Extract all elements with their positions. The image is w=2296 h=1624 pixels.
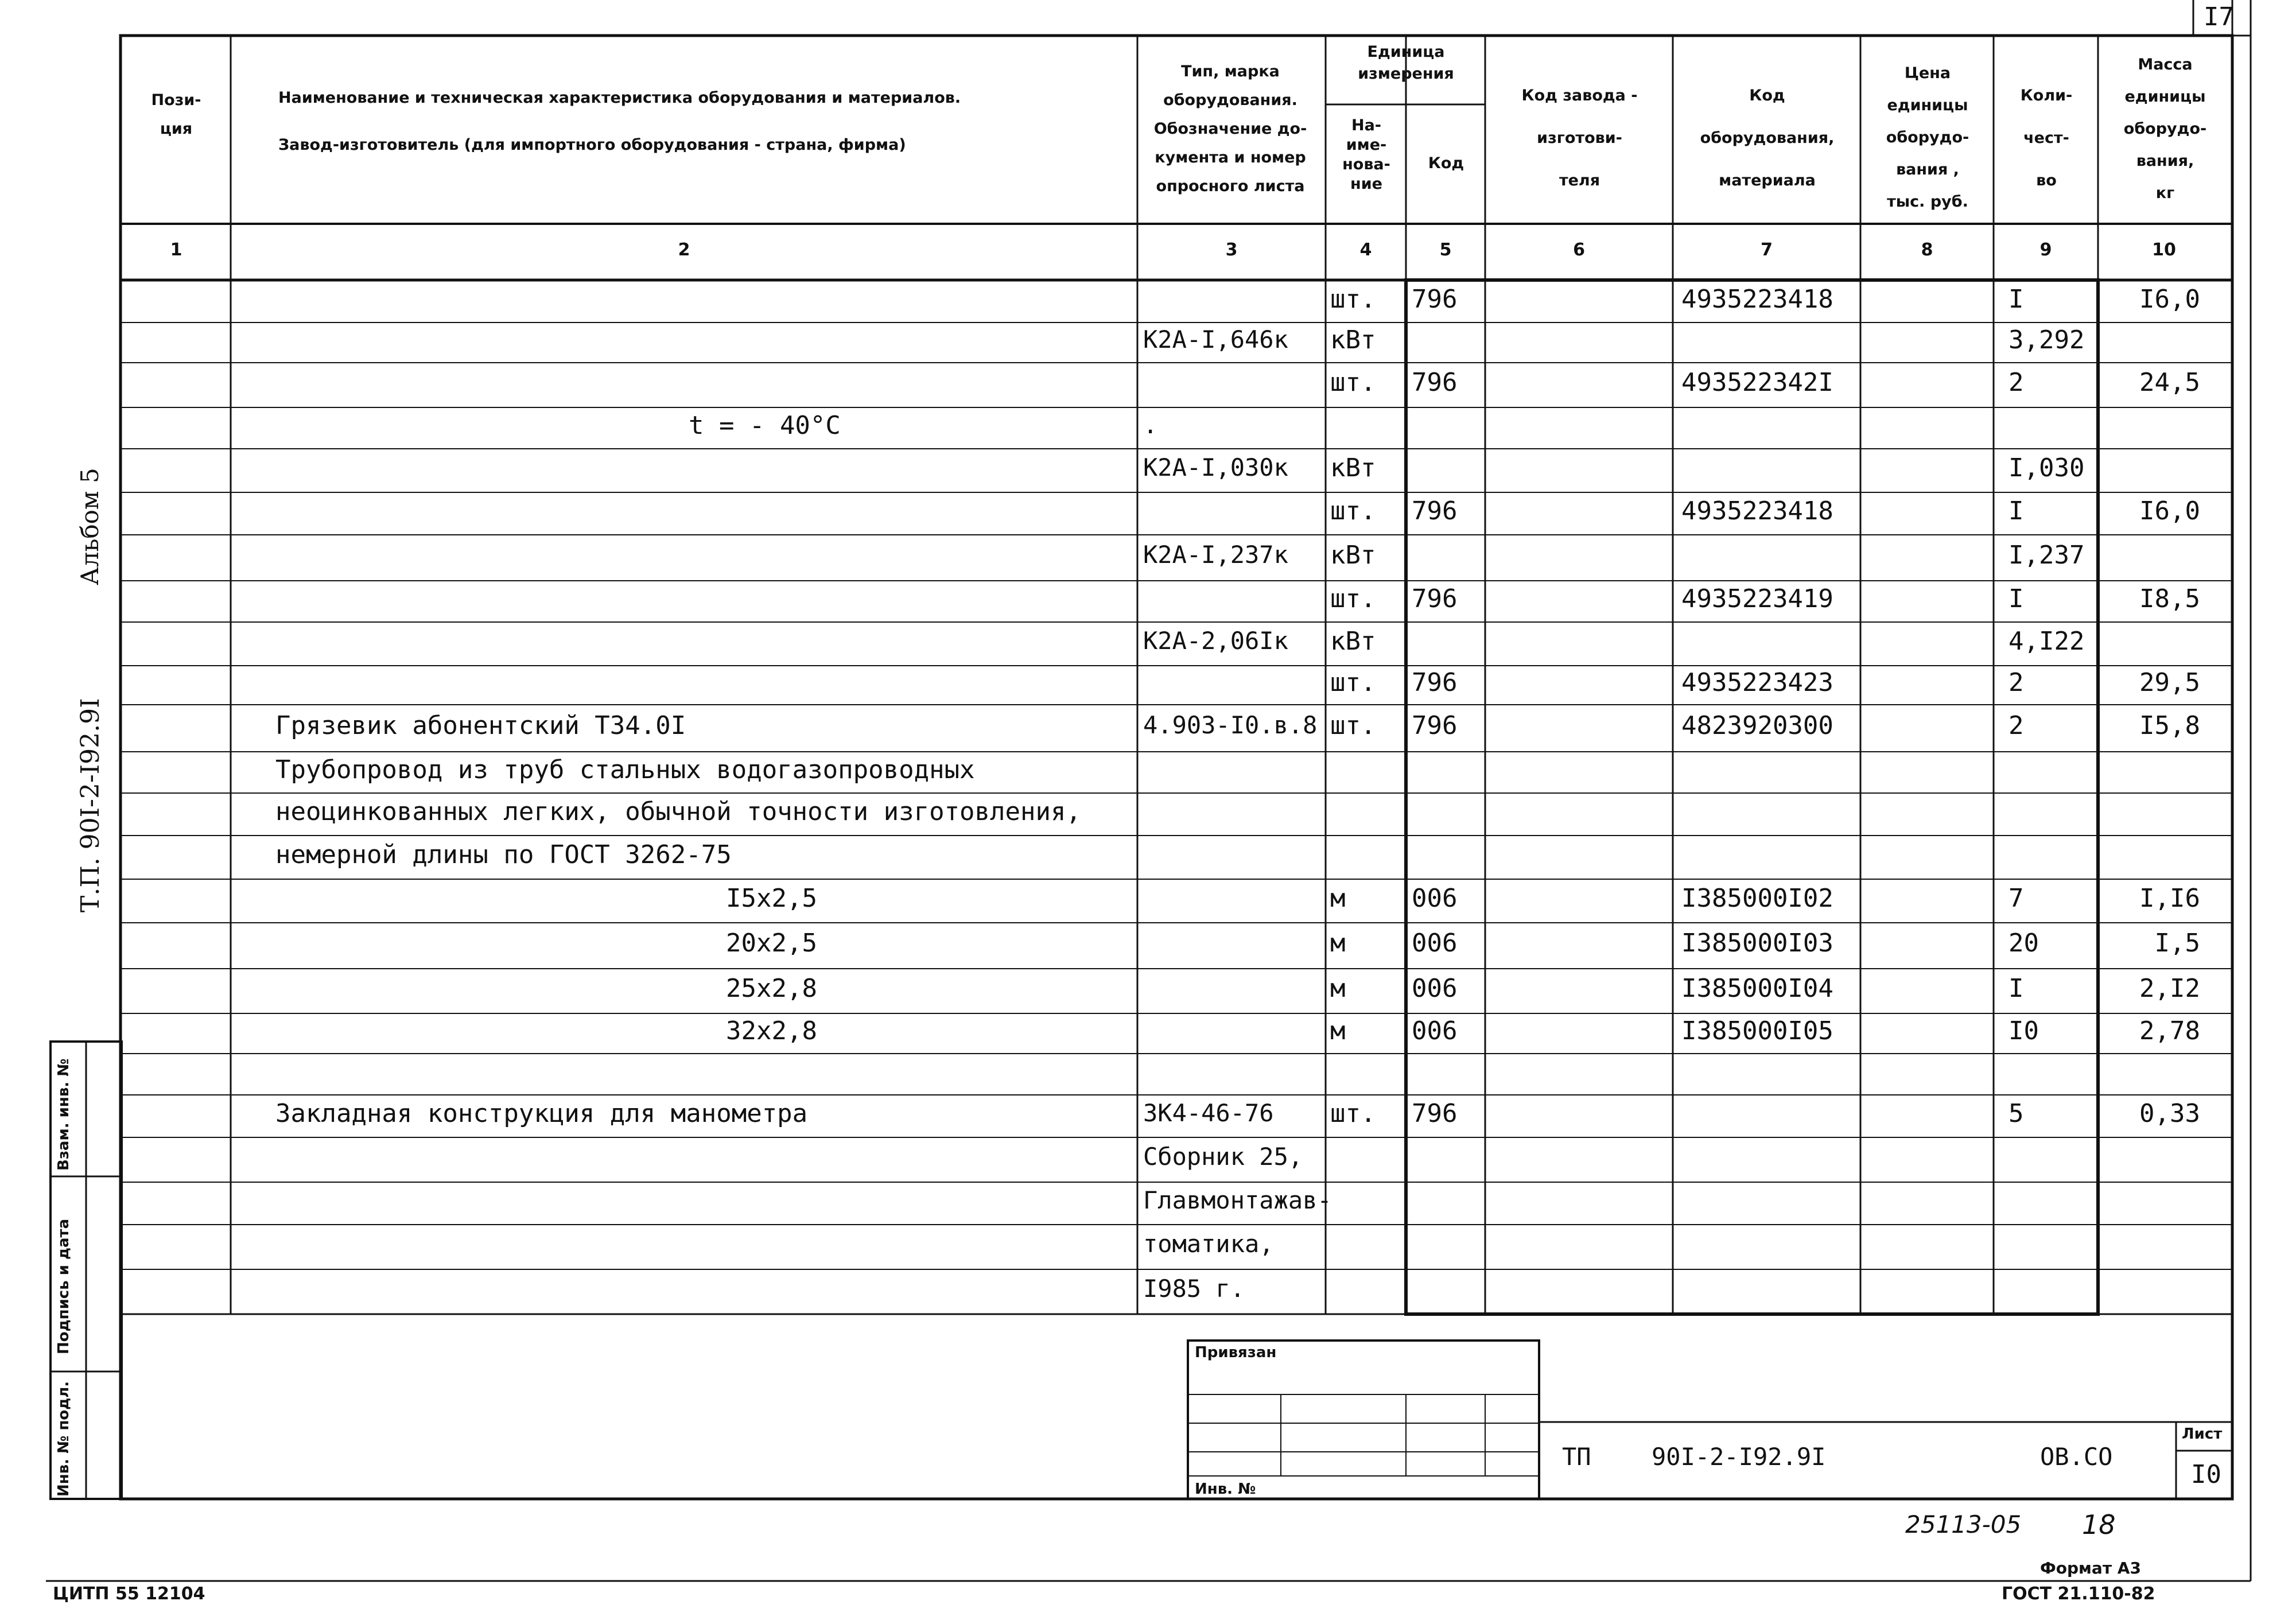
handwritten-page: 18	[2082, 1509, 2116, 1540]
colnum-5: 5	[1439, 240, 1452, 260]
row-16-mass: I,5	[2154, 928, 2200, 958]
row-17-code: 006	[1412, 974, 1458, 1003]
album-label: Альбом 5	[76, 468, 104, 585]
gost-label: ГОСТ 21.110-82	[2002, 1584, 2155, 1604]
row-16-unit: м	[1330, 928, 1346, 958]
inv-label: Инв. №	[1195, 1481, 1256, 1498]
row-18-qty: I0	[2008, 1016, 2039, 1046]
row-8-unit: шт.	[1330, 584, 1376, 613]
header-position: Пози- ция	[151, 91, 201, 138]
row-11-doc: 4.903-I0.в.8	[1143, 711, 1318, 739]
row-23-doc: томатика,	[1143, 1230, 1274, 1258]
colnum-7: 7	[1761, 240, 1773, 260]
row-1-material: 4935223418	[1681, 285, 1833, 314]
tp-label: ТП	[1562, 1443, 1591, 1471]
row-12-name: Трубопровод из труб стальных водогазопроводных	[275, 755, 975, 784]
row-13-name: неоцинкованных легких, обычной точности изготовления,	[275, 797, 1081, 826]
row-2-qty: 3,292	[2008, 325, 2085, 355]
row-18-unit: м	[1330, 1016, 1346, 1046]
row-16-code: 006	[1412, 928, 1458, 958]
row-17-mass: 2,I2	[2139, 974, 2200, 1003]
format-label: Формат А3	[2040, 1559, 2141, 1578]
row-2-unit: кВт	[1330, 325, 1376, 355]
row-9-qty: 4,I22	[2008, 627, 2085, 656]
row-15-material: I385000I02	[1681, 884, 1833, 913]
row-10-qty: 2	[2008, 668, 2024, 697]
row-20-name: Закладная конструкция для манометра	[275, 1099, 808, 1128]
row-10-unit: шт.	[1330, 668, 1376, 697]
row-18-code: 006	[1412, 1016, 1458, 1046]
row-10-mass: 29,5	[2139, 668, 2200, 697]
row-17-name: 25x2,8	[726, 974, 817, 1003]
title-mark: ОВ.СО	[2040, 1443, 2113, 1471]
row-20-mass: 0,33	[2139, 1099, 2200, 1128]
colnum-10: 10	[2152, 240, 2176, 260]
row-5-doc: К2А-I,030к	[1143, 453, 1288, 481]
colnum-2: 2	[678, 240, 690, 260]
stamp-inv-podl: Инв. № подл.	[55, 1381, 72, 1497]
row-16-name: 20x2,5	[726, 928, 817, 958]
colnum-6: 6	[1573, 240, 1585, 260]
colnum-3: 3	[1225, 240, 1238, 260]
row-2-doc: К2А-I,646к	[1143, 325, 1288, 353]
row-10-code: 796	[1412, 668, 1458, 697]
row-8-code: 796	[1412, 584, 1458, 613]
header-name-line2: Завод-изготовитель (для импортного оборудования - страна, фирма)	[278, 136, 906, 154]
row-9-doc: К2А-2,06Iк	[1143, 627, 1288, 655]
project-code-vertical: Т.П. 90I-2-I92.9I	[76, 698, 105, 912]
row-11-mass: I5,8	[2139, 711, 2200, 740]
sheet-label: Лист	[2182, 1425, 2223, 1443]
row-11-material: 4823920300	[1681, 711, 1833, 740]
row-5-unit: кВт	[1330, 453, 1376, 483]
row-20-code: 796	[1412, 1099, 1458, 1128]
row-11-unit: шт.	[1330, 711, 1376, 740]
row-6-code: 796	[1412, 496, 1458, 526]
header-unit: Единица измерения	[1358, 43, 1454, 83]
colnum-9: 9	[2039, 240, 2052, 260]
header-material-code: Код оборудования, материала	[1700, 87, 1835, 189]
row-8-qty: I	[2008, 584, 2024, 613]
row-21-doc: Сборник 25,	[1143, 1143, 1303, 1171]
header-quantity: Коли- чест- во	[2020, 87, 2073, 189]
row-15-mass: I,I6	[2139, 884, 2200, 913]
row-20-doc: ЗК4-46-76	[1143, 1099, 1274, 1127]
row-14-name: немерной длины по ГОСТ 3262-75	[275, 840, 732, 869]
row-17-qty: I	[2008, 974, 2024, 1003]
row-6-mass: I6,0	[2139, 496, 2200, 526]
row-9-unit: кВт	[1330, 627, 1376, 656]
row-7-qty: I,237	[2008, 541, 2085, 570]
header-price: Цена единицы оборудо- вания , тыс. руб.	[1886, 64, 1969, 211]
row-1-code: 796	[1412, 285, 1458, 314]
row-10-material: 4935223423	[1681, 668, 1833, 697]
header-unit-code: Код	[1428, 154, 1464, 172]
row-5-qty: I,030	[2008, 453, 2085, 483]
row-4-name: t = - 40°C	[689, 411, 841, 440]
row-3-mass: 24,5	[2139, 368, 2200, 397]
row-15-name: I5x2,5	[726, 884, 817, 913]
colnum-4: 4	[1359, 240, 1372, 260]
row-20-unit: шт.	[1330, 1099, 1376, 1128]
header-name-line1: Наименование и техническая характеристика оборудования и материалов.	[278, 89, 961, 107]
row-18-material: I385000I05	[1681, 1016, 1833, 1046]
row-6-qty: I	[2008, 496, 2024, 526]
row-24-doc: I985 г.	[1143, 1275, 1245, 1303]
row-1-qty: I	[2008, 285, 2024, 314]
row-1-mass: I6,0	[2139, 285, 2200, 314]
row-22-doc: Главмонтажав-	[1143, 1186, 1332, 1214]
row-4-doc: .	[1143, 411, 1158, 439]
row-16-material: I385000I03	[1681, 928, 1833, 958]
row-3-qty: 2	[2008, 368, 2024, 397]
colnum-1: 1	[170, 240, 182, 260]
row-6-unit: шт.	[1330, 496, 1376, 526]
row-1-unit: шт.	[1330, 285, 1376, 314]
row-16-qty: 20	[2008, 928, 2039, 958]
row-8-mass: I8,5	[2139, 584, 2200, 613]
header-factory-code: Код завода - изготови- теля	[1521, 87, 1638, 189]
title-project-code: 90I-2-I92.9I	[1652, 1443, 1826, 1471]
handwritten-number: 25113-05	[1905, 1510, 2022, 1538]
row-6-material: 4935223418	[1681, 496, 1833, 526]
stamp-signature-date: Подпись и дата	[55, 1218, 72, 1354]
row-15-code: 006	[1412, 884, 1458, 913]
header-unit-name: На- име- нова- ние	[1342, 116, 1390, 193]
row-15-qty: 7	[2008, 884, 2024, 913]
row-7-doc: К2А-I,237к	[1143, 541, 1288, 569]
header-mass: Масса единицы оборудо- вания, кг	[2123, 56, 2207, 202]
row-18-mass: 2,78	[2139, 1016, 2200, 1046]
row-17-unit: м	[1330, 974, 1346, 1003]
row-20-qty: 5	[2008, 1099, 2024, 1128]
row-3-unit: шт.	[1330, 368, 1376, 397]
row-11-qty: 2	[2008, 711, 2024, 740]
colnum-8: 8	[1921, 240, 1933, 260]
row-7-unit: кВт	[1330, 541, 1376, 570]
stamp-vzam-inv: Взам. инв. №	[55, 1058, 72, 1171]
corner-sheet-number: I7	[2204, 2, 2234, 32]
row-11-name: Грязевик абонентский Т34.0I	[275, 711, 686, 740]
row-3-material: 493522342I	[1681, 368, 1833, 397]
sheet-number: I0	[2191, 1460, 2221, 1489]
citp-label: ЦИТП 55 12104	[53, 1584, 205, 1604]
row-3-code: 796	[1412, 368, 1458, 397]
row-18-name: 32x2,8	[726, 1016, 817, 1046]
header-type: Тип, марка оборудования. Обозначение до- кумента и номер опросного листа	[1153, 63, 1307, 195]
row-11-code: 796	[1412, 711, 1458, 740]
row-8-material: 4935223419	[1681, 584, 1833, 613]
row-15-unit: м	[1330, 884, 1346, 913]
bound-label: Привязан	[1195, 1344, 1277, 1361]
row-17-material: I385000I04	[1681, 974, 1833, 1003]
